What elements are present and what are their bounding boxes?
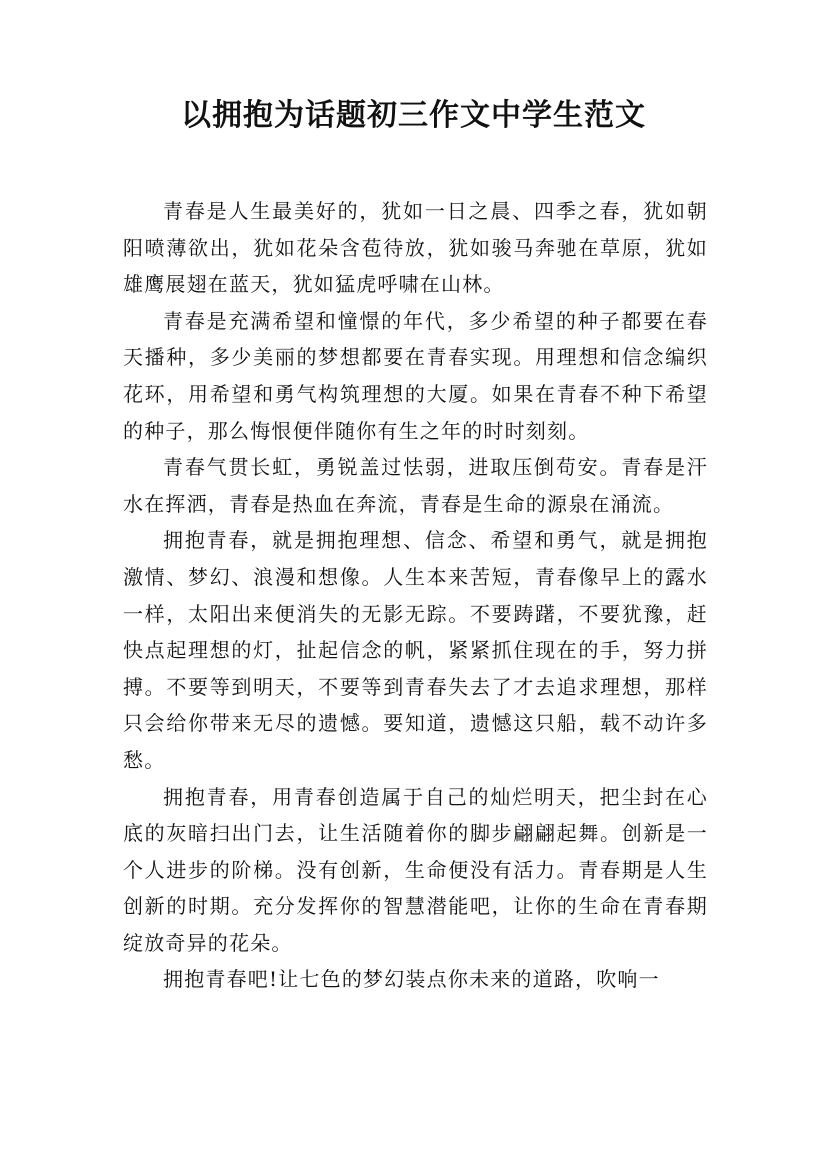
document-body (123, 193, 708, 998)
paragraph: 拥抱青春吧!让七色的梦幻装点你未来的道路，吹响一 (163, 967, 660, 992)
paragraph: 青春气贯长虹，勇锐盖过怯弱，进取压倒苟安。青春是汗水在挥洒，青春是热血在奔流，青春是生命的源泉在涌流。 (123, 455, 708, 516)
paragraph: 拥抱青春，就是拥抱理想、信念、希望和勇气，就是拥抱激情、梦幻、浪漫和想像。人生本来苦短，青春像早上的露水一样，太阳出来便消失的无影无踪。不要踌躇，不要犹豫，赶快点起理想的灯，扯起信念的帆，紧紧抓住现在的手，努力拼搏。不要等到明天，不要等到青春失去了才去追求理想，那样只会给你带来无尽的遗憾。要知道，遗憾这只船，载不动许多愁。 (123, 528, 708, 772)
document-title: 以拥抱为话题初三作文中学生范文 (181, 98, 646, 133)
paragraph: 拥抱青春，用青春创造属于自己的灿烂明天，把尘封在心底的灰暗扫出门去，让生活随着你的脚步翩翩起舞。创新是一个人进步的阶梯。没有创新，生命便没有活力。青春期是人生创新的时期。充分发挥你的智慧潜能吧，让你的生命在青春期绽放奇异的花朵。 (123, 784, 708, 955)
paragraph: 青春是充满希望和憧憬的年代，多少希望的种子都要在春天播种，多少美丽的梦想都要在青春实现。用理想和信念编织花环，用希望和勇气构筑理想的大厦。如果在青春不种下希望的种子，那么悔恨便伴随你有生之年的时时刻刻。 (123, 308, 708, 443)
paragraph: 青春是人生最美好的，犹如一日之晨、四季之春，犹如朝阳喷薄欲出，犹如花朵含苞待放，犹如骏马奔驰在草原，犹如雄鹰展翅在蓝天，犹如猛虎呼啸在山林。 (123, 199, 708, 297)
